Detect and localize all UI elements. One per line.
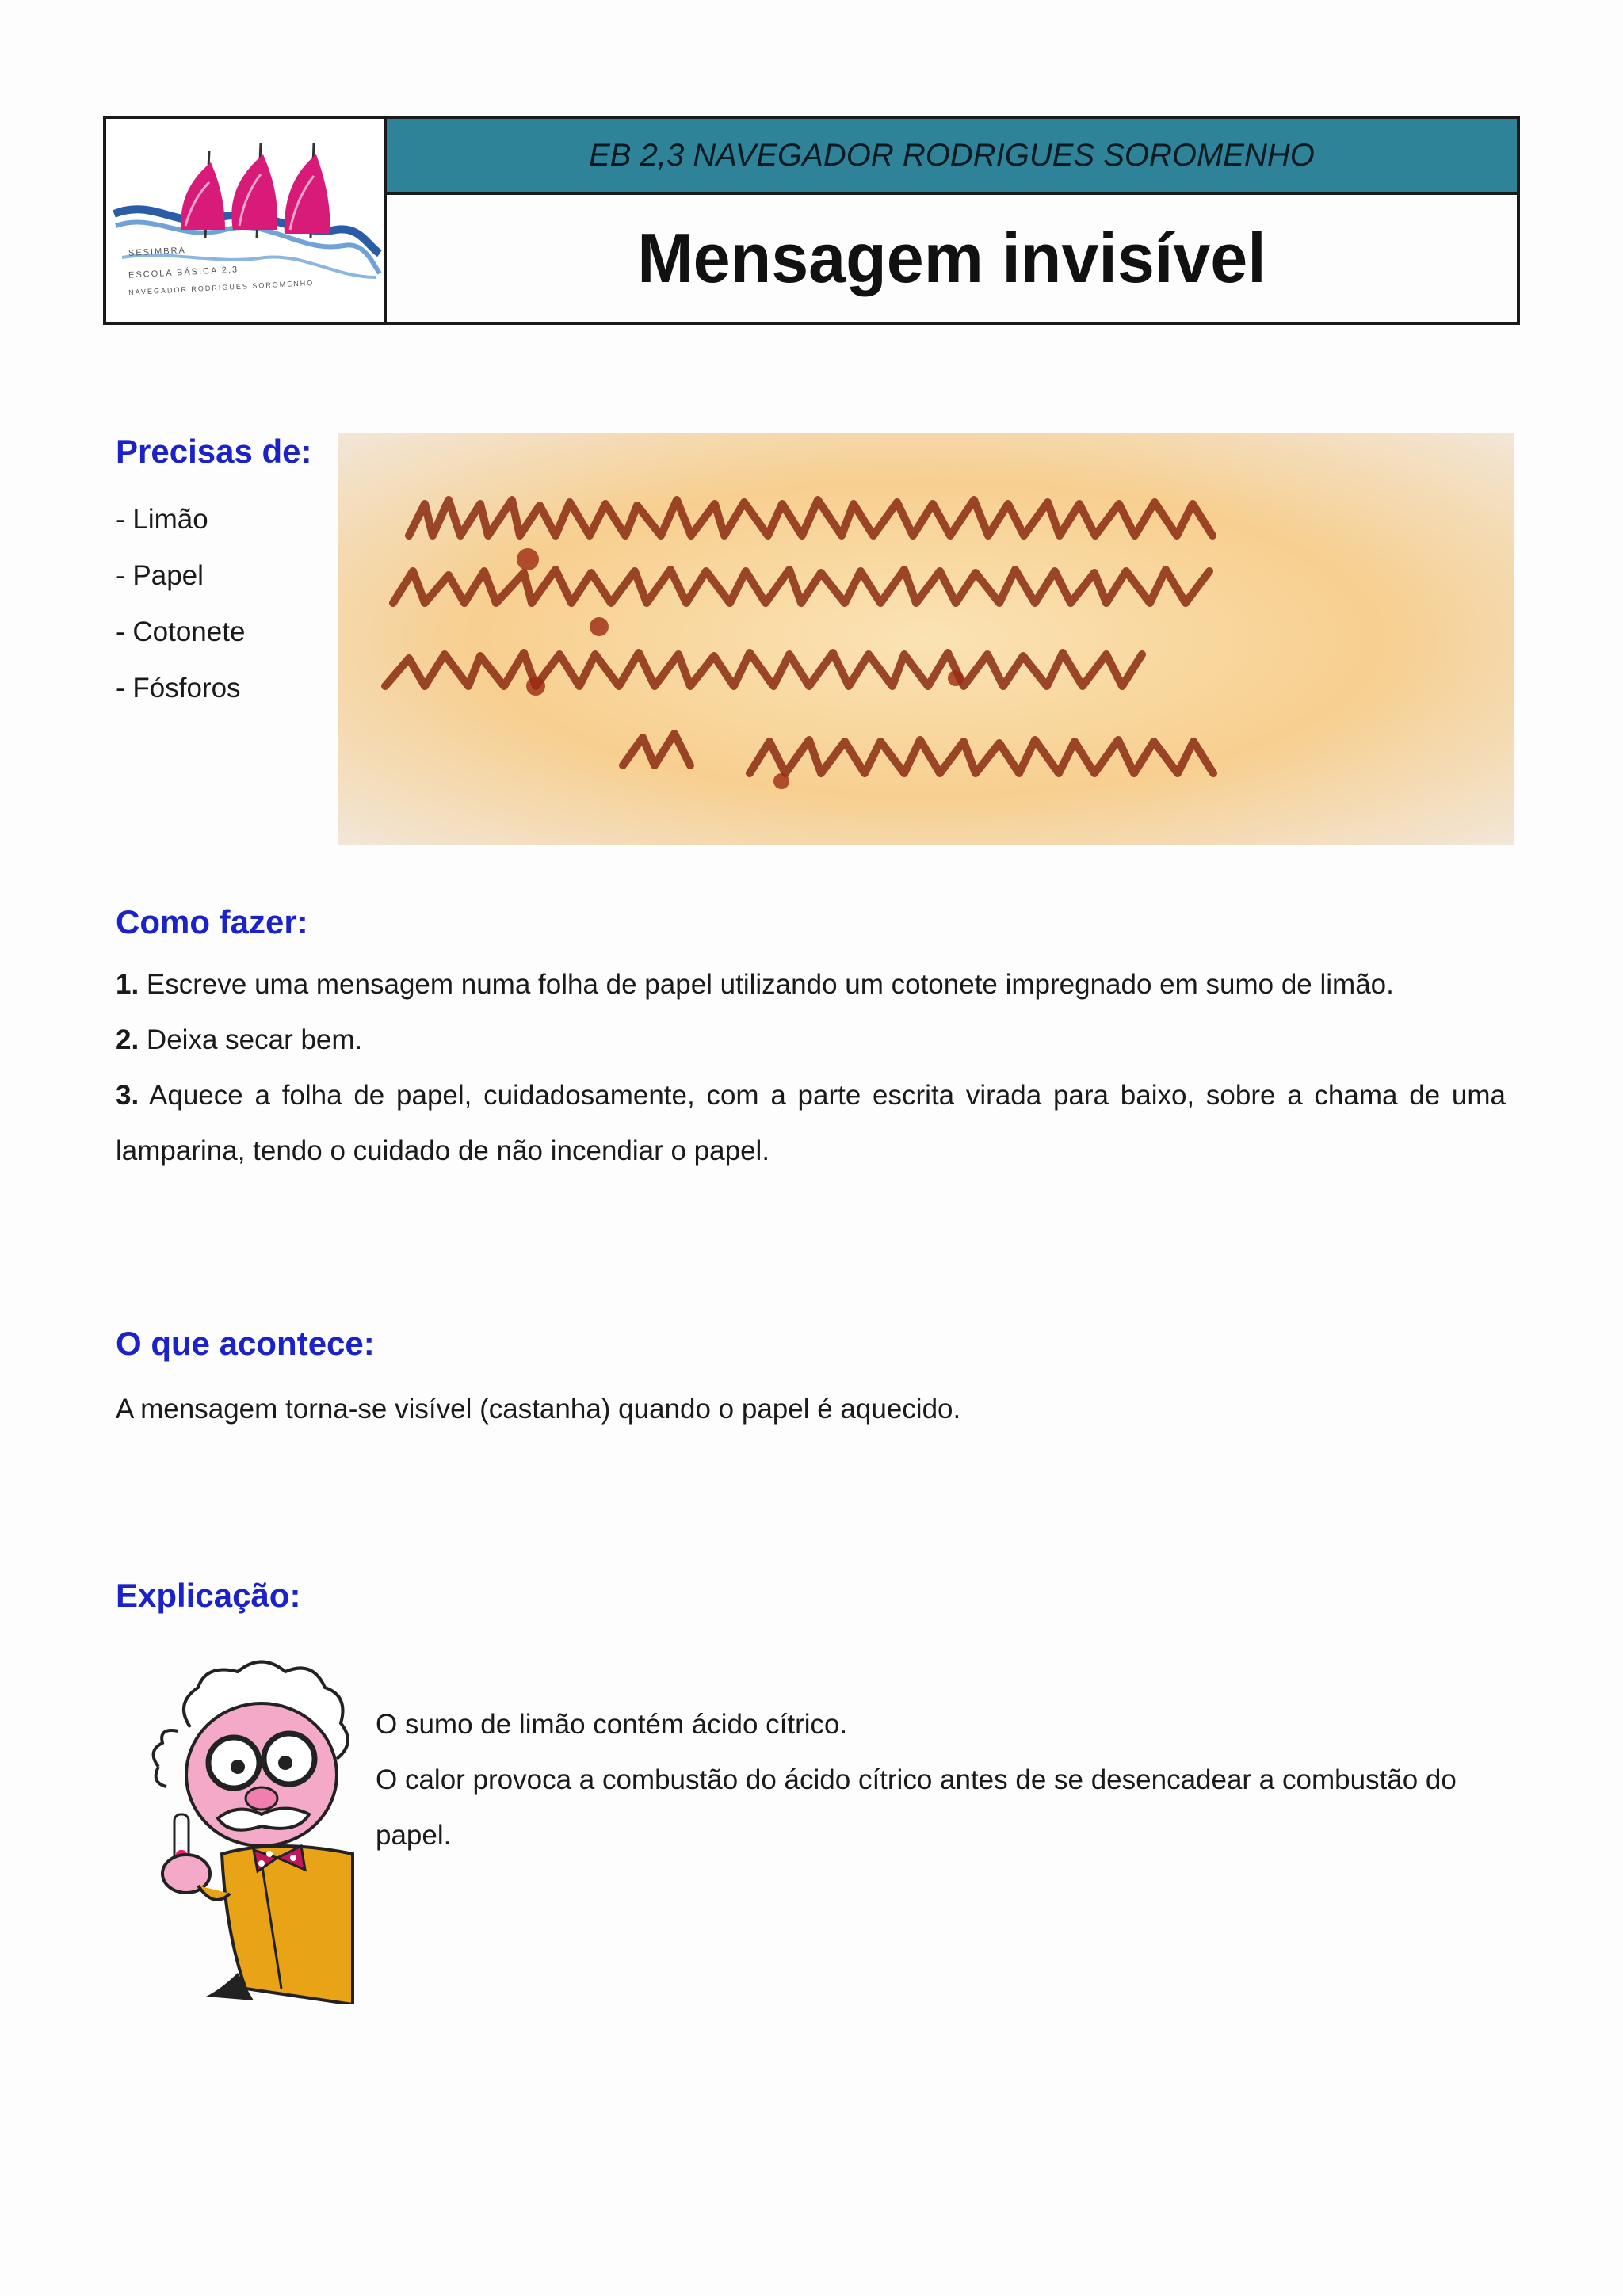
- header-table: [103, 116, 1520, 325]
- list-item: - Cotonete: [116, 616, 246, 647]
- school-logo: [106, 119, 387, 322]
- explanation-text: [376, 1697, 1517, 1863]
- invisible-ink-message-image: [338, 433, 1514, 845]
- materials-heading: Precisas de:: [116, 433, 312, 470]
- step-number: 2.: [116, 1024, 139, 1055]
- step-number: 3.: [116, 1080, 139, 1111]
- list-item: - Papel: [116, 560, 204, 591]
- header-right: [387, 119, 1517, 322]
- materials-list: [116, 491, 245, 716]
- list-item: - Fósforos: [116, 673, 241, 704]
- page-title: Mensagem invisível: [637, 219, 1266, 297]
- explanation-line: O sumo de limão contém ácido cítrico.: [376, 1709, 848, 1740]
- explanation-line: O calor provoca a combustão do ácido cítrico antes de se desencadear a combustão do papel.: [376, 1764, 1457, 1851]
- school-name: EB 2,3 NAVEGADOR RODRIGUES SOROMENHO: [387, 119, 1517, 195]
- step-3: [116, 1068, 1506, 1179]
- step-number: 1.: [116, 969, 139, 1000]
- step-2: [116, 1013, 1506, 1068]
- step-1: [116, 957, 1506, 1013]
- logo-text-line-1: SESIMBRA: [128, 246, 187, 258]
- result-heading: O que acontece:: [116, 1325, 375, 1362]
- result-text: A mensagem torna-se visível (castanha) quando o papel é aquecido.: [116, 1394, 961, 1425]
- logo-text-line-2: ESCOLA BÁSICA 2,3: [128, 265, 239, 280]
- logo-text-line-3: NAVEGADOR RODRIGUES SOROMENHO: [128, 278, 315, 297]
- list-item: - Limão: [116, 504, 208, 535]
- step-text: Deixa secar bem.: [139, 1024, 363, 1055]
- step-text: Aquece a folha de papel, cuidadosamente, com a parte escrita virada para baixo, sobre a chama de uma lamparina, tendo o cuidado de não incendiar o papel.: [116, 1080, 1506, 1166]
- how-to-heading: Como fazer:: [116, 903, 308, 940]
- step-text: Escreve uma mensagem numa folha de papel utilizando um cotonete impregnado em sumo de limão.: [139, 969, 1394, 1000]
- scientist-cartoon-icon: [143, 1656, 357, 2004]
- steps-list: [116, 957, 1506, 1179]
- explanation-heading: Explicação:: [116, 1577, 301, 1614]
